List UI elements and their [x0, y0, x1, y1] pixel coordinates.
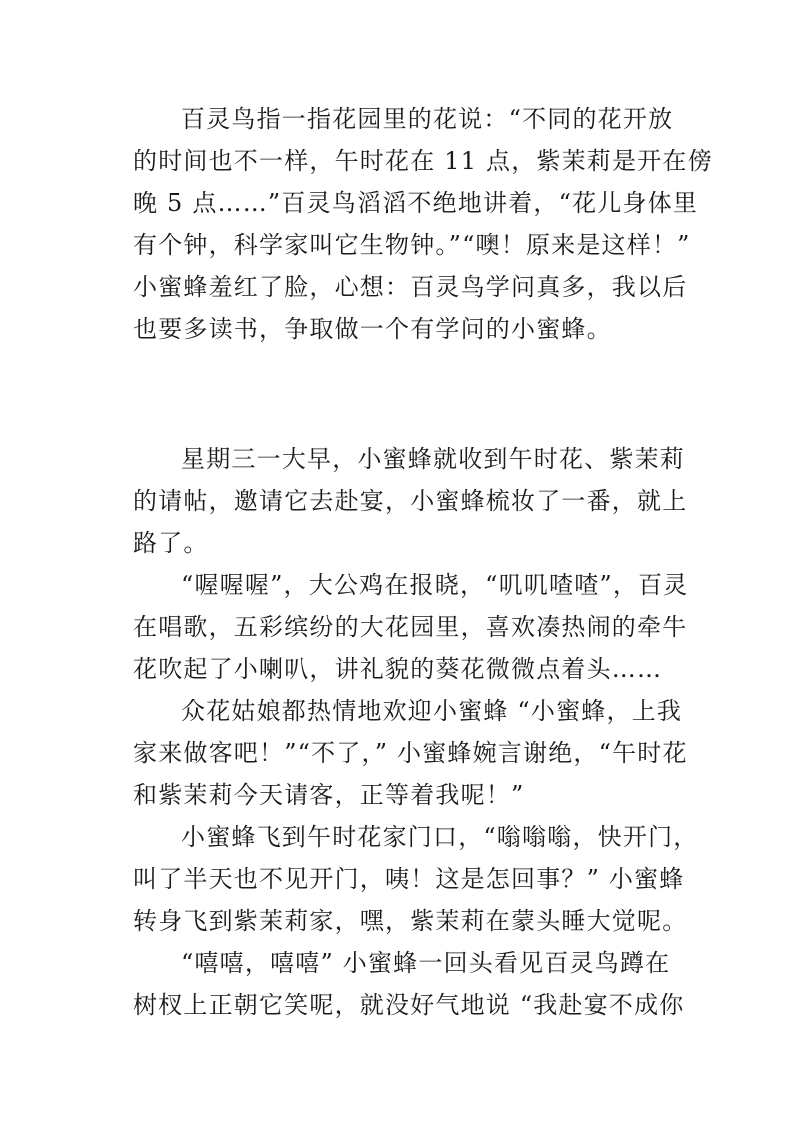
text-line: 叫了半天也不见开门，咦！这是怎回事？” 小蜜蜂 [133, 865, 685, 893]
text-line: 小蜜蜂飞到午时花家门口，“嗡嗡嗡，快开门， [181, 823, 699, 851]
text-line: 百灵鸟指一指花园里的花说：“不同的花开放 [181, 105, 674, 133]
text-line: 路了。 [133, 529, 209, 557]
text-line: 众花姑娘都热情地欢迎小蜜蜂 “小蜜蜂，上我 [181, 697, 683, 725]
text-line: 的请帖，邀请它去赴宴，小蜜蜂梳妆了一番，就上 [133, 487, 688, 515]
text-line: 树杈上正朝它笑呢，就没好气地说 “我赴宴不成你 [133, 991, 685, 1019]
text-line: “喔喔喔”，大公鸡在报晓，“叽叽喳喳”，百灵 [181, 571, 689, 599]
text-line: 也要多读书，争取做一个有学问的小蜜蜂。 [133, 315, 612, 343]
text-line: 花吹起了小喇叭，讲礼貌的葵花微微点着头…… [133, 655, 663, 683]
text-line: 和紫茉莉今天请客，正等着我呢！” [133, 781, 525, 809]
text-line: 的时间也不一样，午时花在 11 点，紫茉莉是开在傍 [133, 147, 713, 175]
text-line: 星期三一大早，小蜜蜂就收到午时花、紫茉莉 [181, 445, 685, 473]
paragraph-bird-explains [133, 98, 713, 350]
text-line: 家来做客吧！”“不了，” 小蜜蜂婉言谢绝，“午时花 [133, 739, 688, 767]
text-line: “嘻嘻，嘻嘻” 小蜜蜂一回头看见百灵鸟蹲在 [181, 949, 671, 977]
text-line: 晚 5 点……”百灵鸟滔滔不绝地讲着，“花儿身体里 [133, 189, 699, 217]
text-line: 转身飞到紫茉莉家，嘿，紫茉莉在蒙头睡大觉呢。 [133, 907, 688, 935]
text-line: 有个钟，科学家叫它生物钟。”“噢！原来是这样！” [133, 231, 691, 259]
text-line: 在唱歌，五彩缤纷的大花园里，喜欢凑热闹的牵牛 [133, 613, 688, 641]
story-section-wednesday [133, 438, 699, 1026]
text-line: 小蜜蜂羞红了脸，心想：百灵鸟学问真多，我以后 [133, 273, 688, 301]
